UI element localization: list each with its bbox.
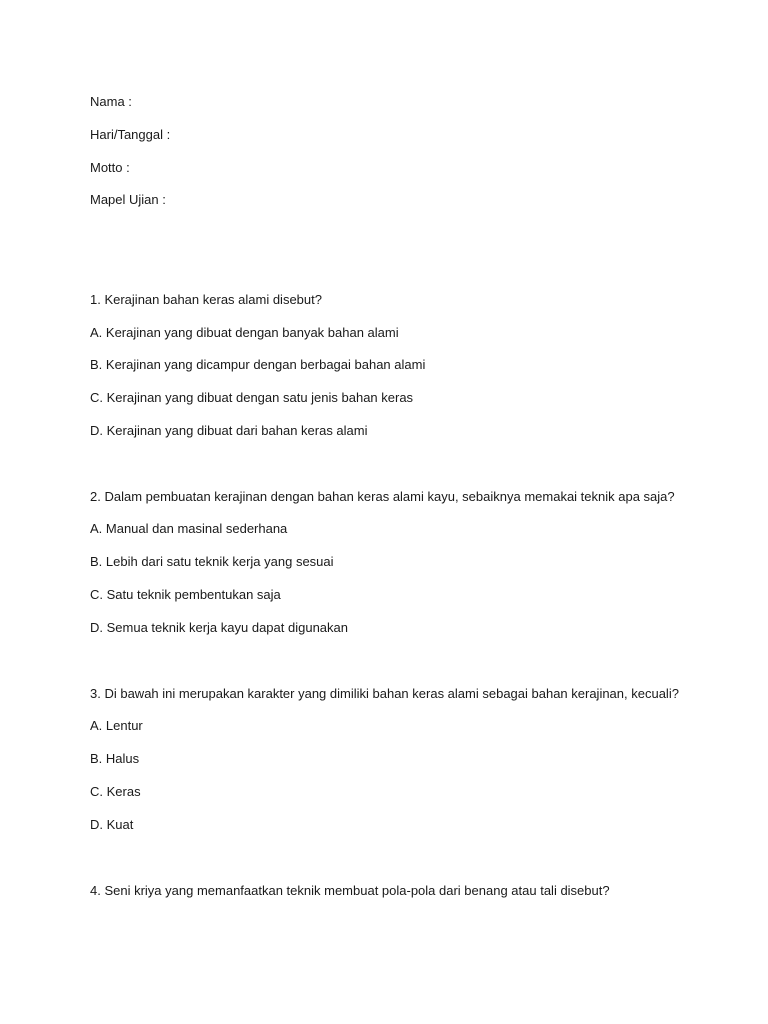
motto-label: Motto :: [90, 160, 130, 175]
question-1-option-d: D. Kerajinan yang dibuat dari bahan keras alami: [90, 423, 368, 438]
hari-tanggal-label: Hari/Tanggal :: [90, 127, 171, 142]
question-2-option-c: C. Satu teknik pembentukan saja: [90, 587, 281, 602]
question-3-option-b: B. Halus: [90, 751, 140, 766]
question-3-option-d: D. Kuat: [90, 817, 134, 832]
question-2-option-a: A. Manual dan masinal sederhana: [90, 521, 288, 536]
question-3-option-c: C. Keras: [90, 784, 141, 799]
question-1-option-c: C. Kerajinan yang dibuat dengan satu jenis bahan keras: [90, 390, 414, 405]
nama-label: Nama :: [90, 94, 132, 109]
question-4: 4. Seni kriya yang memanfaatkan teknik membuat pola-pola dari benang atau tali disebut?: [90, 883, 610, 898]
question-3: 3. Di bawah ini merupakan karakter yang dimiliki bahan keras alami sebagai bahan kerajinan, kecuali?: [90, 686, 679, 701]
question-1-option-a: A. Kerajinan yang dibuat dengan banyak bahan alami: [90, 325, 399, 340]
mapel-ujian-label: Mapel Ujian :: [90, 192, 166, 207]
question-1-option-b: B. Kerajinan yang dicampur dengan berbagai bahan alami: [90, 357, 426, 372]
question-2: 2. Dalam pembuatan kerajinan dengan bahan keras alami kayu, sebaiknya memakai teknik apa saja?: [90, 489, 675, 504]
question-1: 1. Kerajinan bahan keras alami disebut?: [90, 292, 322, 307]
question-2-option-b: B. Lebih dari satu teknik kerja yang sesuai: [90, 554, 334, 569]
question-3-option-a: A. Lentur: [90, 718, 143, 733]
question-2-option-d: D. Semua teknik kerja kayu dapat digunakan: [90, 620, 348, 635]
